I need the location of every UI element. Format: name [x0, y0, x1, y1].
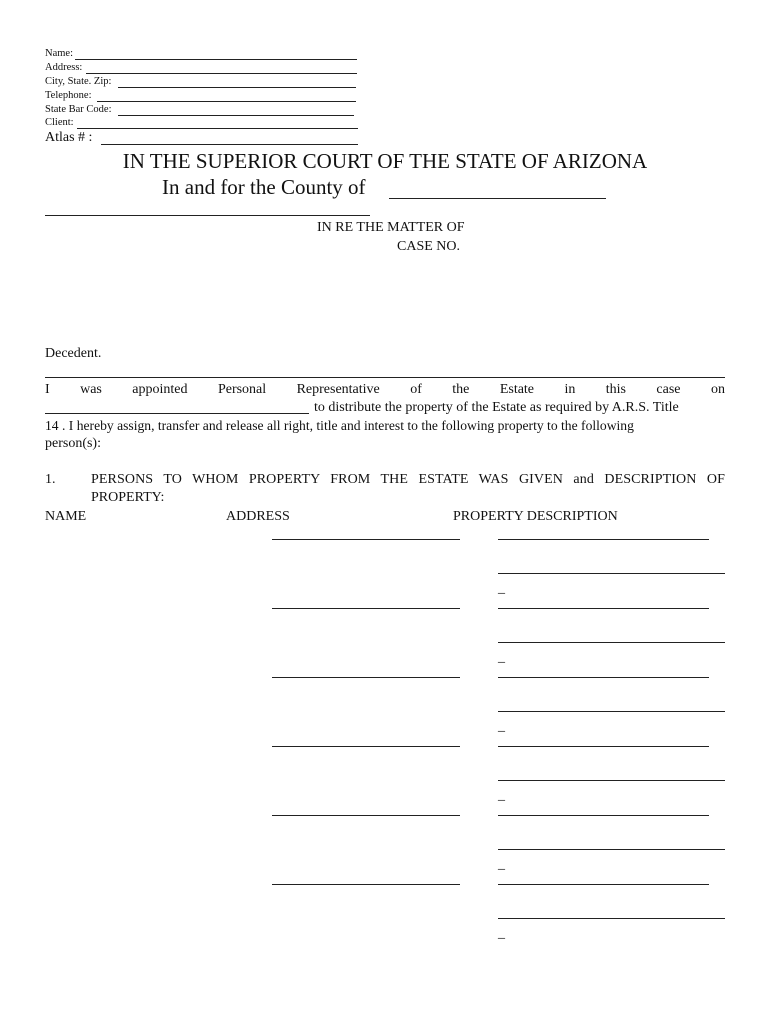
property-continuation-line[interactable]: [498, 573, 725, 574]
column-header-property: PROPERTY DESCRIPTION: [453, 509, 618, 524]
p1-word: Estate: [499, 382, 535, 397]
property-continuation-line[interactable]: [498, 642, 725, 643]
case-no-label: CASE NO.: [397, 239, 461, 254]
property-entry-line[interactable]: [498, 884, 709, 885]
county-line[interactable]: [389, 198, 606, 199]
p1-word: on: [710, 382, 725, 397]
section-number: 1.: [45, 472, 56, 487]
trailing-dash: _: [498, 788, 505, 803]
property-continuation-line[interactable]: [498, 711, 725, 712]
caption-divider: [45, 377, 725, 378]
property-entry-line[interactable]: [498, 539, 709, 540]
p1-word: I: [45, 382, 50, 397]
p1-word: Representative: [296, 382, 380, 397]
section-heading-line-1: PERSONS TO WHOM PROPERTY FROM THE ESTATE WAS GIVEN and DESCRIPTION OF: [91, 472, 725, 487]
atlas-label: Atlas # :: [45, 130, 93, 145]
telephone-line[interactable]: [97, 101, 356, 102]
trailing-dash: _: [498, 719, 505, 734]
section-heading-line-2: PROPERTY:: [91, 490, 165, 505]
property-continuation-line[interactable]: [498, 918, 725, 919]
address-label: Address:: [45, 62, 83, 73]
paragraph-line-4: person(s):: [45, 436, 101, 451]
name-line[interactable]: [75, 59, 357, 60]
address-entry-line[interactable]: [272, 677, 460, 678]
client-line[interactable]: [77, 128, 358, 129]
paragraph-line-2: to distribute the property of the Estate as required by A.R.S. Title: [314, 400, 679, 415]
atlas-line[interactable]: [101, 144, 358, 145]
city-state-zip-label: City, State. Zip:: [45, 76, 112, 87]
p1-word: case: [656, 382, 681, 397]
address-entry-line[interactable]: [272, 746, 460, 747]
p1-word: the: [452, 382, 470, 397]
state-bar-code-line[interactable]: [118, 115, 354, 116]
client-label: Client:: [45, 117, 74, 128]
p1-word: Personal: [217, 382, 267, 397]
p1-word: was: [80, 382, 102, 397]
p1-word: in: [564, 382, 576, 397]
trailing-dash: _: [498, 857, 505, 872]
property-entry-line[interactable]: [498, 608, 709, 609]
state-bar-code-label: State Bar Code:: [45, 104, 112, 115]
column-header-address: ADDRESS: [226, 509, 290, 524]
p1-word: of: [410, 382, 422, 397]
decedent-label: Decedent.: [45, 346, 102, 361]
paragraph-line-1: [45, 381, 725, 399]
property-continuation-line[interactable]: [498, 849, 725, 850]
trailing-dash: _: [498, 926, 505, 941]
address-line[interactable]: [86, 73, 357, 74]
column-header-name: NAME: [45, 509, 87, 524]
address-entry-line[interactable]: [272, 884, 460, 885]
address-entry-line[interactable]: [272, 815, 460, 816]
p1-word: this: [605, 382, 626, 397]
property-entry-line[interactable]: [498, 815, 709, 816]
property-continuation-line[interactable]: [498, 780, 725, 781]
trailing-dash: _: [498, 650, 505, 665]
property-entry-line[interactable]: [498, 677, 709, 678]
trailing-dash: _: [498, 581, 505, 596]
caption-top-line[interactable]: [45, 215, 370, 216]
property-entry-line[interactable]: [498, 746, 709, 747]
name-label: Name:: [45, 48, 73, 59]
court-title: IN THE SUPERIOR COURT OF THE STATE OF ARIZONA: [122, 149, 648, 173]
paragraph-line-3: 14 . I hereby assign, transfer and release all right, title and interest to the following property to the following: [45, 418, 634, 433]
telephone-label: Telephone:: [45, 90, 92, 101]
address-entry-line[interactable]: [272, 539, 460, 540]
address-entry-line[interactable]: [272, 608, 460, 609]
city-state-zip-line[interactable]: [118, 87, 356, 88]
p1-word: appointed: [132, 382, 188, 397]
county-prefix: In and for the County of: [162, 175, 366, 199]
appointment-date-line[interactable]: [45, 413, 309, 414]
in-re-matter-of: IN RE THE MATTER OF: [317, 220, 465, 235]
